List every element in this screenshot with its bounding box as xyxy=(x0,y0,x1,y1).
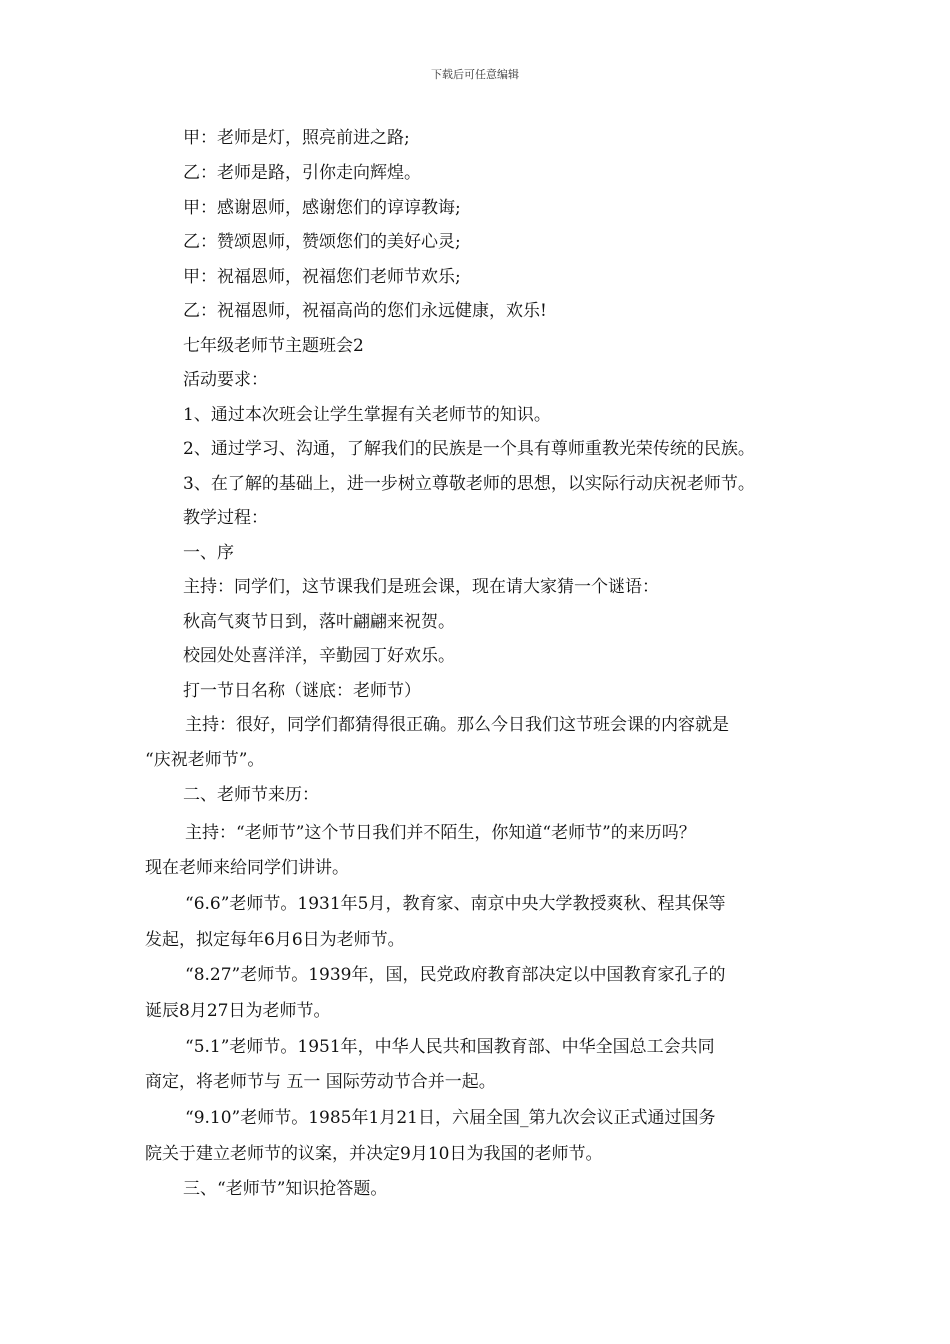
text-line: “6.6”老师节。1931年5月，教育家、南京中央大学教授爽秋、程其保等 xyxy=(185,894,726,914)
text-line: 乙：老师是路，引你走向辉煌。 xyxy=(183,163,421,183)
page-header: 下载后可任意编辑 xyxy=(431,68,519,81)
text-line: 乙：赞颂恩师，赞颂您们的美好心灵; xyxy=(183,232,461,252)
text-line: 一、序 xyxy=(183,543,234,563)
text-line: 商定，将老师节与 五一 国际劳动节合并一起。 xyxy=(145,1072,496,1092)
text-line: 校园处处喜洋洋，辛勤园丁好欢乐。 xyxy=(183,646,455,666)
text-line: 3、在了解的基础上，进一步树立尊敬老师的思想，以实际行动庆祝老师节。 xyxy=(183,474,755,494)
text-line: “8.27”老师节。1939年，国，民党政府教育部决定以中国教育家孔子的 xyxy=(185,965,726,985)
text-line: 三、“老师节”知识抢答题。 xyxy=(183,1179,388,1199)
text-line: 甲：老师是灯，照亮前进之路; xyxy=(183,128,410,148)
text-line: 甲：祝福恩师，祝福您们老师节欢乐; xyxy=(183,267,461,287)
text-line: 1、通过本次班会让学生掌握有关老师节的知识。 xyxy=(183,405,551,425)
text-line: “5.1”老师节。1951年，中华人民共和国教育部、中华全国总工会共同 xyxy=(185,1037,715,1057)
text-line: 诞辰8月27日为老师节。 xyxy=(145,1001,331,1021)
section-title: 七年级老师节主题班会2 xyxy=(183,336,364,356)
text-line: “9.10”老师节。1985年1月21日，六届全国_第九次会议正式通过国务 xyxy=(185,1108,716,1128)
text-line: “庆祝老师节”。 xyxy=(145,750,265,770)
text-line: 发起，拟定每年6月6日为老师节。 xyxy=(145,930,405,950)
text-line: 乙：祝福恩师，祝福高尚的您们永远健康，欢乐! xyxy=(183,301,547,321)
text-line: 现在老师来给同学们讲讲。 xyxy=(145,858,349,878)
text-line: 主持：“老师节”这个节日我们并不陌生，你知道“老师节”的来历吗？ xyxy=(185,823,696,843)
text-line: 活动要求： xyxy=(183,370,268,390)
text-line: 甲：感谢恩师，感谢您们的谆谆教诲; xyxy=(183,198,461,218)
text-line: 教学过程： xyxy=(183,508,268,528)
text-line: 主持：同学们，这节课我们是班会课，现在请大家猜一个谜语： xyxy=(183,577,659,597)
text-line: 2、通过学习、沟通，了解我们的民族是一个具有尊师重教光荣传统的民族。 xyxy=(183,439,755,459)
text-line: 打一节日名称（谜底：老师节） xyxy=(183,681,421,701)
text-line: 秋高气爽节日到，落叶翩翩来祝贺。 xyxy=(183,612,455,632)
text-line: 二、老师节来历： xyxy=(183,785,319,805)
text-line: 主持：很好，同学们都猜得很正确。那么今日我们这节班会课的内容就是 xyxy=(185,715,729,735)
text-line: 院关于建立老师节的议案，并决定9月10日为我国的老师节。 xyxy=(145,1144,603,1164)
